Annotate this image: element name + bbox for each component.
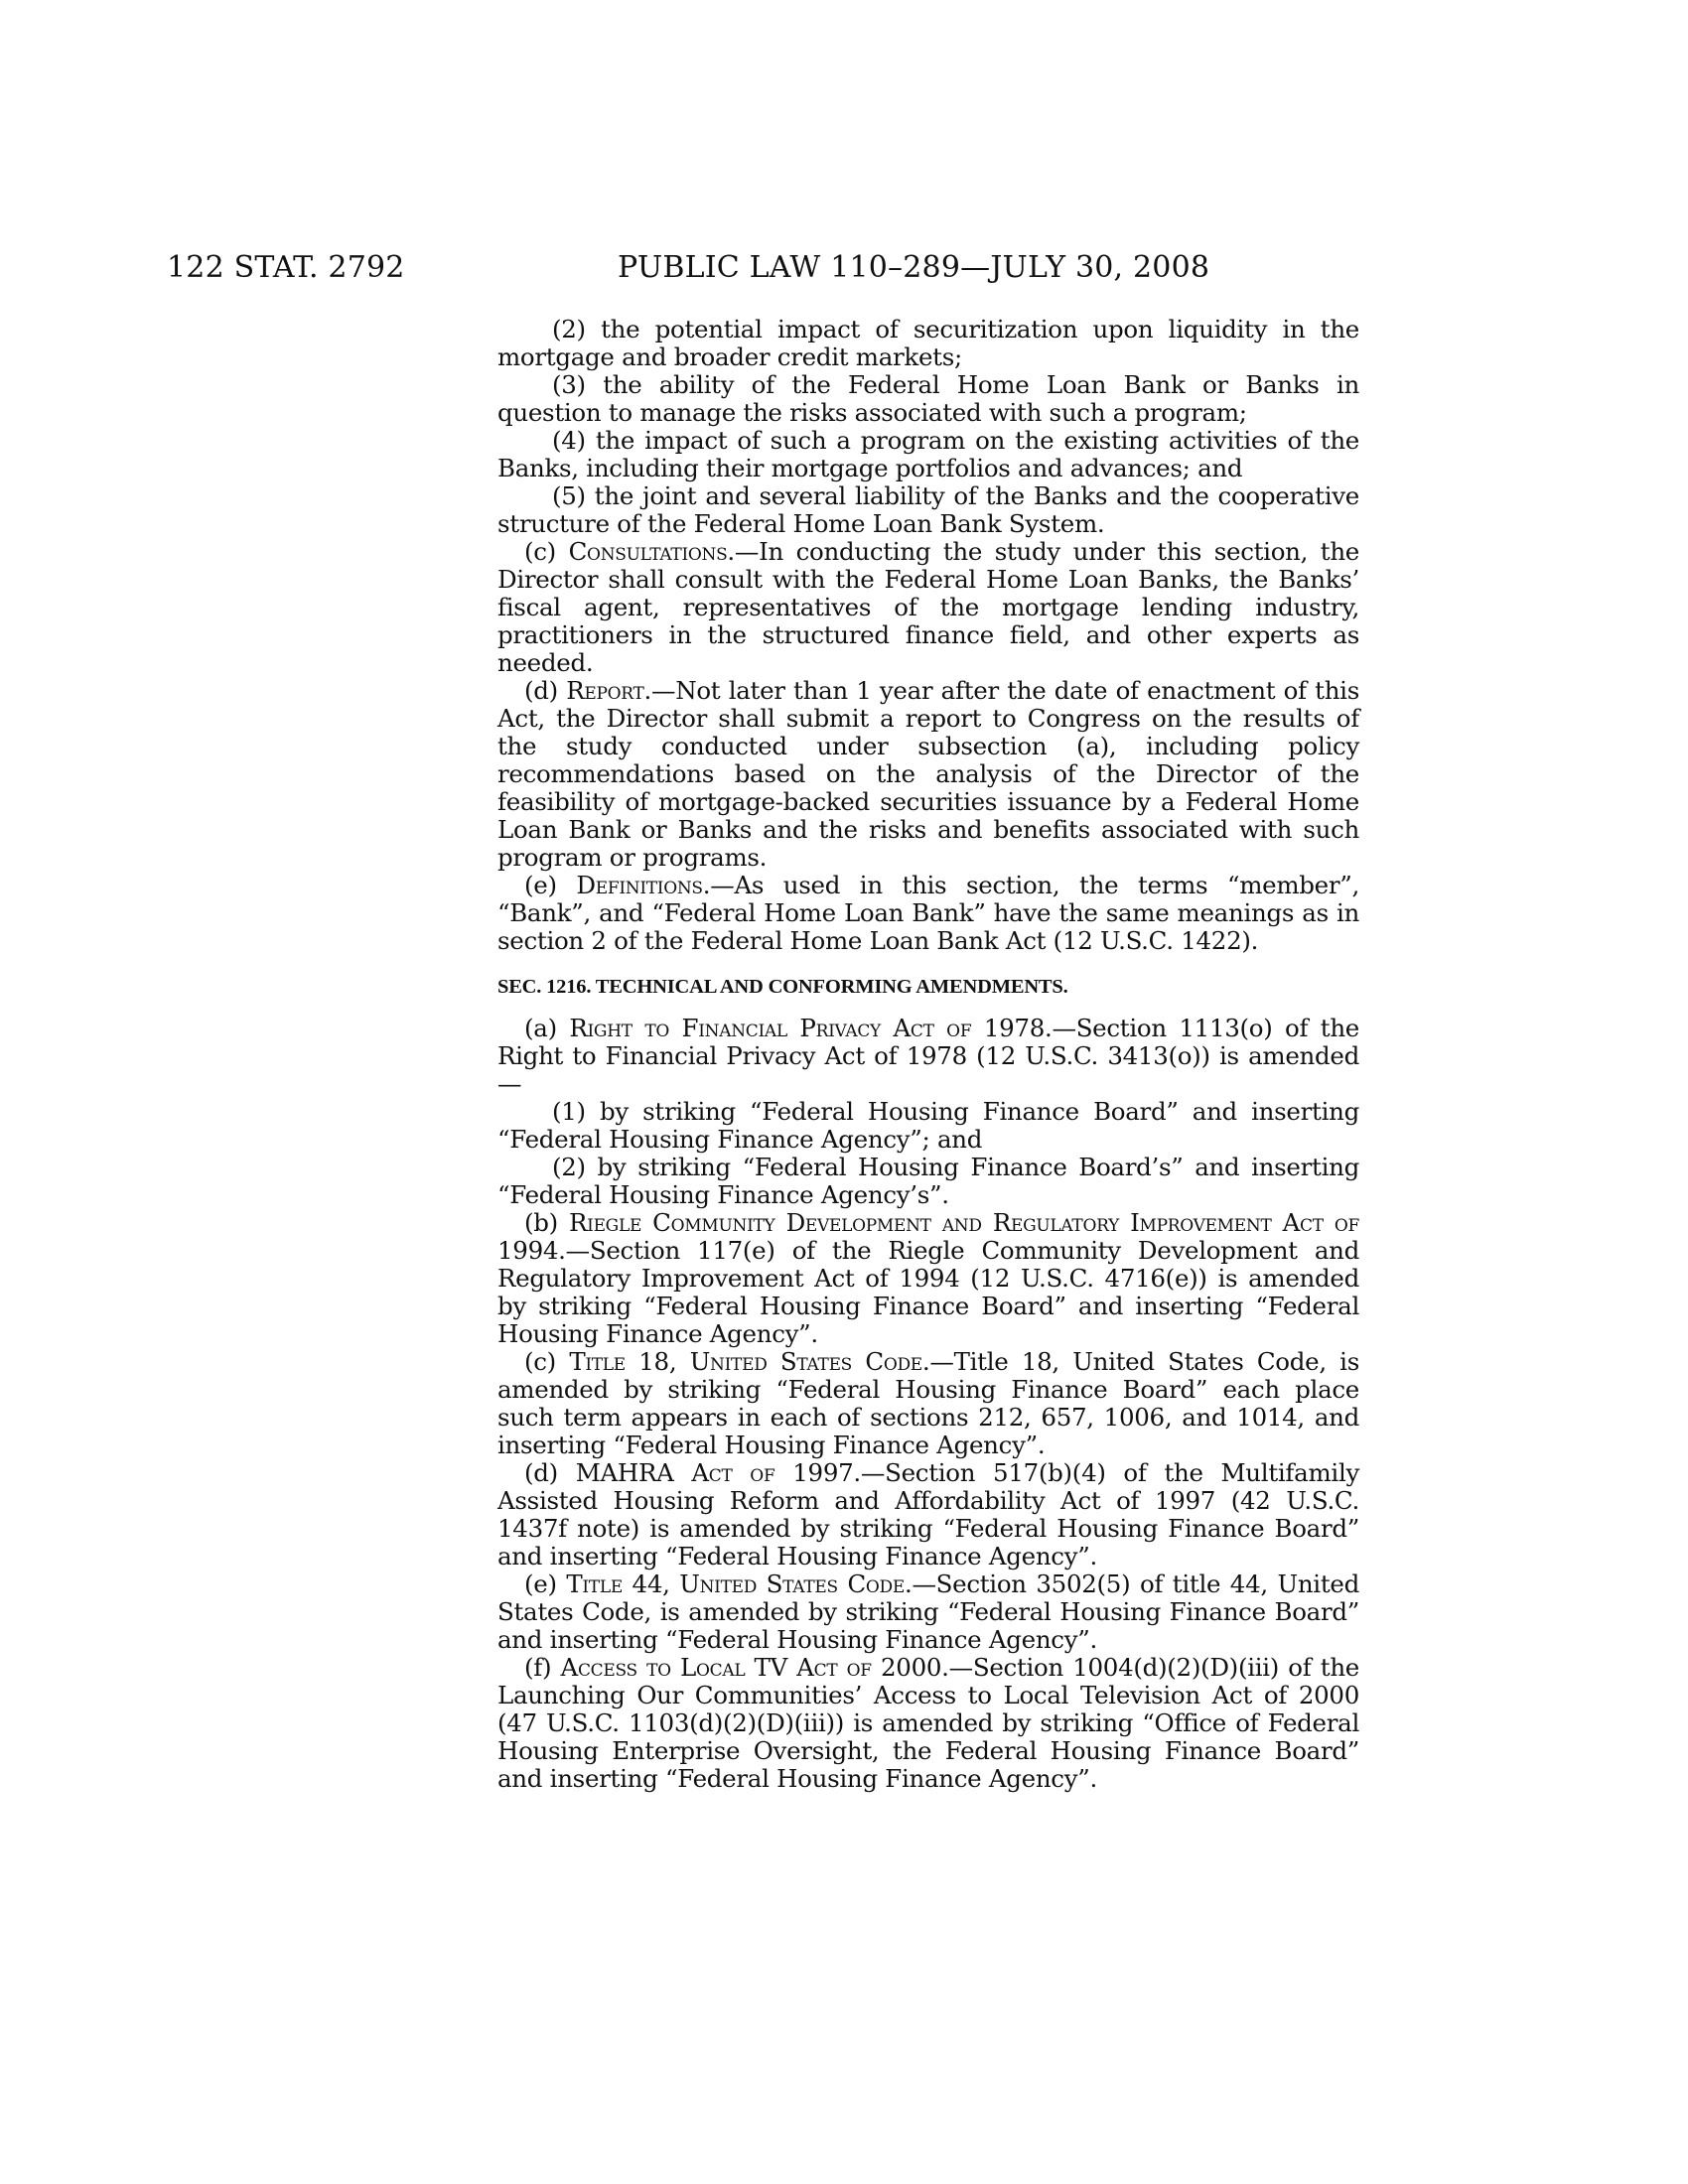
- running-head: [0, 248, 1688, 288]
- paragraph-text: (3) the ability of the Federal Home Loan Bank or Banks in question to manage the risks associated with such a program;: [497, 370, 1359, 427]
- subsection-text: .—Section 3502(5) of title 44, United States Code, is amended by striking “Federal Housing Finance Board” and inserting “Federal Housing Finance Agency”.: [497, 1570, 1359, 1654]
- amendment-a: [497, 1015, 1359, 1098]
- amendment-d: [497, 1459, 1359, 1570]
- subsection-heading: Title 18, United States Code: [569, 1347, 922, 1376]
- subsection-heading: Report: [566, 676, 644, 705]
- subsection-label: (d): [524, 1458, 576, 1487]
- paragraph-text: (1) by striking “Federal Housing Finance Board” and inserting “Federal Housing Finance Agency”; and: [497, 1097, 1359, 1154]
- body-text: [497, 316, 1359, 1793]
- subsection-heading: Title 44, United States Code: [566, 1570, 905, 1598]
- subsection-text: .—Section 117(e) of the Riegle Community Development and Regulatory Improvement Act of 1994 (12 U.S.C. 4716(e)) is amended by striking “Federal Housing Finance Board” and inserting “Federal Housing Finance Agency”.: [497, 1236, 1359, 1348]
- paragraph-b-2: [497, 316, 1359, 371]
- subsection-label: (e): [524, 1570, 567, 1598]
- amendment-a-1: [497, 1098, 1359, 1154]
- subsection-text: .—As used in this section, the terms “member”, “Bank”, and “Federal Home Loan Bank” have the same meanings as in section 2 of the Federal Home Loan Bank Act (12 U.S.C. 1422).: [497, 871, 1359, 955]
- page-title: PUBLIC LAW 110–289—JULY 30, 2008: [618, 250, 1210, 285]
- amendment-a-2: [497, 1154, 1359, 1209]
- amendment-f: [497, 1654, 1359, 1793]
- paragraph-b-5: [497, 482, 1359, 538]
- subsection-label: (f): [524, 1653, 561, 1682]
- page-number: 122 STAT. 2792: [167, 250, 405, 285]
- subsection-heading: Right to Financial Privacy Act of 1978: [569, 1014, 1046, 1042]
- subsection-text: .—Section 1004(d)(2)(D)(iii) of the Launching Our Communities’ Access to Local Television Act of 2000 (47 U.S.C. 1103(d)(2)(D)(iii)) is amended by striking “Office of Federal Housing Enterprise Oversight, the Federal Housing Finance Board” and inserting “Federal Housing Finance Agency”.: [497, 1653, 1360, 1793]
- subsection-label: (c): [524, 537, 569, 566]
- paragraph-text: (5) the joint and several liability of the Banks and the cooperative structure of the Federal Home Loan Bank System.: [497, 481, 1359, 538]
- subsection-heading: Consultations: [568, 537, 728, 566]
- subsection-text: .—Not later than 1 year after the date of enactment of this Act, the Director shall submit a report to Congress on the results of the study conducted under subsection (a), including policy recommendations based on the analysis of the Director of the feasibility of mortgage-backed securities issuance by a Federal Home Loan Bank or Banks and the risks and benefits associated with such program or programs.: [497, 676, 1359, 872]
- section-heading: SEC. 1216. TECHNICAL AND CONFORMING AMENDMENTS.: [497, 976, 1068, 998]
- subsection-label: (a): [524, 1014, 570, 1042]
- subsection-heading: Access to Local TV Act of 2000: [560, 1653, 942, 1682]
- amendment-e: [497, 1570, 1359, 1654]
- amendment-c: [497, 1348, 1359, 1459]
- paragraph-text: (2) the potential impact of securitization upon liquidity in the mortgage and broader credit markets;: [497, 315, 1359, 371]
- subsection-label: (b): [524, 1208, 570, 1237]
- subsection-c: [497, 538, 1359, 677]
- subsection-e: [497, 872, 1359, 955]
- subsection-label: (d): [524, 676, 567, 705]
- paragraph-b-3: [497, 371, 1359, 427]
- paragraph-text: (4) the impact of such a program on the existing activities of the Banks, including their mortgage portfolios and advances; and: [497, 426, 1359, 482]
- subsection-d: [497, 677, 1359, 872]
- subsection-heading: Definitions: [576, 871, 703, 899]
- subsection-label: (c): [524, 1347, 570, 1376]
- subsection-text: .—Section 517(b)(4) of the Multifamily Assisted Housing Reform and Affordability Act of 1997 (42 U.S.C. 1437f note) is amended by striking “Federal Housing Finance Board” and inserting “Federal Housing Finance Agency”.: [497, 1458, 1360, 1570]
- amendment-b: [497, 1209, 1359, 1348]
- paragraph-text: (2) by striking “Federal Housing Finance Board’s” and inserting “Federal Housing Finance Agency’s”.: [497, 1153, 1359, 1209]
- subsection-label: (e): [524, 871, 577, 899]
- subsection-text: .—Title 18, United States Code, is amended by striking “Federal Housing Finance Board” each place such term appears in each of sections 212, 657, 1006, and 1014, and inserting “Federal Housing Finance Agency”.: [497, 1347, 1359, 1459]
- subsection-heading: Riegle Community Development and Regulatory Improvement Act of 1994: [497, 1208, 1359, 1265]
- paragraph-b-4: [497, 427, 1359, 482]
- subsection-heading: MAHRA Act of 1997: [575, 1458, 854, 1487]
- subsection-text: .—In conducting the study under this section, the Director shall consult with the Federal Home Loan Banks, the Banks’ fiscal agent, representatives of the mortgage lending industry, practitioners in the structured finance field, and other experts as needed.: [497, 537, 1359, 677]
- subsection-text: .—Section 1113(o) of the Right to Financial Privacy Act of 1978 (12 U.S.C. 3413(o)) is amended—: [497, 1014, 1360, 1098]
